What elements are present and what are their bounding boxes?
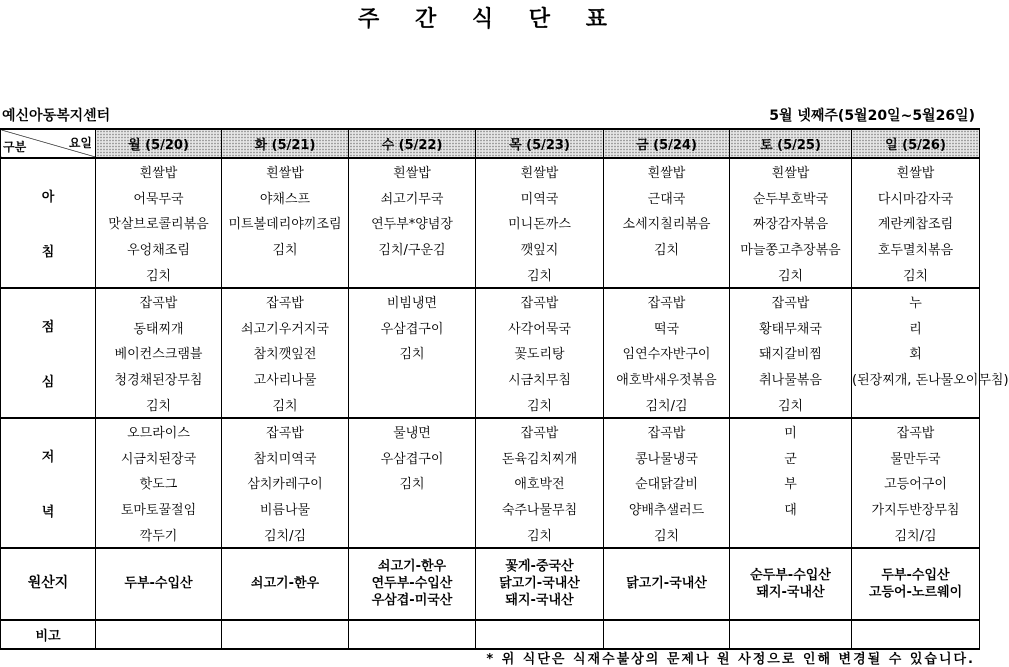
week-label: 5월 넷째주(5월20일~5월26일): [769, 108, 975, 124]
meal-label-bottom: 심: [41, 374, 55, 390]
menu-item: 김치: [349, 470, 476, 496]
menu-item: [222, 261, 349, 288]
menu-row: [1, 470, 980, 496]
menu-item: 흰쌀밥: [730, 158, 852, 185]
menu-item: 미니돈까스: [476, 210, 604, 236]
origin-line: 쇠고기-한우: [250, 576, 320, 592]
menu-row: [1, 521, 980, 548]
menu-item: 꽃도리탕: [476, 340, 604, 366]
origin-cell: [349, 548, 476, 620]
menu-row: [1, 340, 980, 366]
menu-item: 야채스프: [222, 185, 349, 211]
menu-item: 흰쌀밥: [476, 158, 604, 185]
menu-item: 김치: [222, 236, 349, 262]
origin-line: 순두부-수입산: [750, 567, 831, 583]
footer-note: * 위 식단은 식재수불상의 문제나 원 사정으로 인해 변경될 수 있습니다.: [486, 652, 975, 667]
menu-item: 시금치된장국: [96, 445, 222, 471]
menu-item: 우삼겹구이: [349, 445, 476, 471]
corner-category-label: 구분: [3, 140, 27, 154]
menu-item: 잡곡밥: [96, 288, 222, 315]
menu-item: 부: [730, 470, 852, 496]
meal-label-dinner: [1, 418, 96, 548]
menu-row: [1, 261, 980, 288]
menu-item: 근대국: [604, 185, 730, 211]
menu-row: [1, 158, 980, 185]
menu-item: 미역국: [476, 185, 604, 211]
note-cell: [222, 620, 349, 649]
day-header-fri: 금 (5/24): [604, 129, 730, 158]
menu-item: 물냉면: [349, 418, 476, 445]
menu-row: [1, 315, 980, 341]
menu-row: [1, 418, 980, 445]
menu-row: [1, 496, 980, 522]
origin-cell: [222, 548, 349, 620]
meal-label-top: 아: [41, 189, 55, 205]
menu-item: 우삼겹구이: [349, 315, 476, 341]
note-row: [1, 620, 980, 649]
menu-item: 군: [730, 445, 852, 471]
origin-line: 닭고기-국내산: [499, 576, 580, 592]
menu-item: 물만두국: [852, 445, 980, 471]
day-header-tue: 화 (5/21): [222, 129, 349, 158]
menu-item: 대: [730, 496, 852, 522]
menu-row: [1, 210, 980, 236]
menu-item: 누: [852, 288, 980, 315]
origin-cell: [730, 548, 852, 620]
origin-line: 닭고기-국내산: [626, 576, 707, 592]
menu-item: 돈육김치찌개: [476, 445, 604, 471]
menu-item: 김치: [604, 521, 730, 548]
note-cell: [349, 620, 476, 649]
menu-item: 콩나물냉국: [604, 445, 730, 471]
menu-item: [349, 391, 476, 418]
menu-item: 청경채된장무침: [96, 366, 222, 392]
corner-cell: [1, 129, 96, 158]
menu-item: 삼치카레구이: [222, 470, 349, 496]
menu-item: 비빔냉면: [349, 288, 476, 315]
menu-item: 애호박새우젓볶음: [604, 366, 730, 392]
menu-item: 토마토꿀절임: [96, 496, 222, 522]
menu-item: 김치: [222, 391, 349, 418]
menu-row: [1, 288, 980, 315]
organization-name: 예신아동복지센터: [2, 108, 111, 124]
menu-row: [1, 445, 980, 471]
corner-day-label: 요일: [68, 136, 92, 150]
menu-item: 잡곡밥: [222, 418, 349, 445]
menu-item: 흰쌀밥: [604, 158, 730, 185]
menu-item: [604, 261, 730, 288]
menu-item: [852, 391, 980, 418]
menu-item: 잡곡밥: [476, 288, 604, 315]
menu-item: 김치: [730, 391, 852, 418]
menu-item: 연두부*양념장: [349, 210, 476, 236]
menu-row: [1, 391, 980, 418]
menu-item: 김치: [604, 236, 730, 262]
menu-item: [349, 496, 476, 522]
menu-item: 시금치무침: [476, 366, 604, 392]
menu-item: 흰쌀밥: [222, 158, 349, 185]
menu-item: 순두부호박국: [730, 185, 852, 211]
menu-row: [1, 366, 980, 392]
menu-item: 다시마감자국: [852, 185, 980, 211]
menu-item: 김치: [476, 391, 604, 418]
menu-item: 가지두반장무침: [852, 496, 980, 522]
menu-item: 황태무채국: [730, 315, 852, 341]
menu-item: 김치/김: [852, 521, 980, 548]
meal-label-top: 점: [41, 319, 55, 335]
menu-item: 김치: [96, 391, 222, 418]
origin-line: 돼지-국내산: [756, 584, 825, 600]
menu-item: 참치깻잎전: [222, 340, 349, 366]
menu-row: [1, 185, 980, 211]
menu-item: 고사리나물: [222, 366, 349, 392]
meal-label-lunch: [1, 288, 96, 418]
menu-item: 순대닭갈비: [604, 470, 730, 496]
menu-item: 흰쌀밥: [349, 158, 476, 185]
menu-item: 회: [852, 340, 980, 366]
menu-item: 애호박전: [476, 470, 604, 496]
origin-line: 돼지-국내산: [505, 593, 574, 609]
menu-item: 김치/김: [222, 521, 349, 548]
menu-item: 오므라이스: [96, 418, 222, 445]
menu-item: 비름나물: [222, 496, 349, 522]
menu-item: 임연수자반구이: [604, 340, 730, 366]
origin-line: 두부-수입산: [124, 576, 193, 592]
note-cell: [730, 620, 852, 649]
origin-cell: [604, 548, 730, 620]
origin-line: 쇠고기-한우: [377, 559, 447, 575]
note-cell: [476, 620, 604, 649]
menu-item: 리: [852, 315, 980, 341]
origin-line: 고등어-노르웨이: [868, 584, 963, 600]
origin-label: 원산지: [1, 548, 96, 620]
day-header-sat: 토 (5/25): [730, 129, 852, 158]
origin-line: 연두부-수입산: [371, 576, 453, 592]
menu-item: 잡곡밥: [730, 288, 852, 315]
menu-item: 김치: [476, 261, 604, 288]
origin-line: 두부-수입산: [881, 567, 950, 583]
menu-item: 숙주나물무침: [476, 496, 604, 522]
menu-item: [349, 366, 476, 392]
origin-cell: [852, 548, 980, 620]
header-row: [1, 129, 980, 158]
menu-item: 양배추샐러드: [604, 496, 730, 522]
menu-item: 맛살브로콜리볶음: [96, 210, 222, 236]
menu-item: 짜장감자볶음: [730, 210, 852, 236]
menu-item: 깍두기: [96, 521, 222, 548]
menu-row: [1, 236, 980, 262]
menu-item: 소세지칠리볶음: [604, 210, 730, 236]
menu-item: 베이컨스크램블: [96, 340, 222, 366]
menu-item: 참치미역국: [222, 445, 349, 471]
meal-label-bottom: 침: [41, 244, 55, 260]
menu-item: 김치: [476, 521, 604, 548]
menu-body: [1, 158, 1009, 548]
menu-item: 취나물볶음: [730, 366, 852, 392]
origin-line: 우삼겹-미국산: [371, 593, 453, 609]
day-header-mon: 월 (5/20): [96, 129, 222, 158]
menu-item: 김치: [96, 261, 222, 288]
menu-item: 잡곡밥: [604, 288, 730, 315]
menu-item: 마늘쫑고추장볶음: [730, 236, 852, 262]
menu-item: 쇠고기우거지국: [222, 315, 349, 341]
menu-item: 계란케찹조림: [852, 210, 980, 236]
day-header-wed: 수 (5/22): [349, 129, 476, 158]
menu-item: 어묵무국: [96, 185, 222, 211]
menu-item: 돼지갈비찜: [730, 340, 852, 366]
day-header-thu: 목 (5/23): [476, 129, 604, 158]
menu-item: 흰쌀밥: [96, 158, 222, 185]
page-title: 주 간 식 단 표: [358, 7, 621, 32]
meal-label-bottom: 녁: [41, 504, 55, 520]
origin-cell: [476, 548, 604, 620]
meal-label-top: 저: [41, 449, 55, 465]
menu-item: 우엉채조림: [96, 236, 222, 262]
menu-item: 잡곡밥: [604, 418, 730, 445]
weekly-menu-table: [0, 128, 1009, 650]
menu-item: 잡곡밥: [476, 418, 604, 445]
menu-item: 김치/김: [604, 391, 730, 418]
menu-item: (된장찌개, 돈나물오이무침): [852, 366, 980, 392]
menu-item: 김치: [730, 261, 852, 288]
menu-item: [349, 521, 476, 548]
note-cell: [96, 620, 222, 649]
menu-item: 핫도그: [96, 470, 222, 496]
origin-line: 꽃게-중국산: [505, 559, 574, 575]
menu-item: [730, 521, 852, 548]
note-cell: [604, 620, 730, 649]
origin-cell: [96, 548, 222, 620]
menu-item: 김치/구운김: [349, 236, 476, 262]
note-label: 비고: [1, 620, 96, 649]
menu-item: 흰쌀밥: [852, 158, 980, 185]
menu-item: 미: [730, 418, 852, 445]
menu-item: 잡곡밥: [852, 418, 980, 445]
menu-item: 쇠고기무국: [349, 185, 476, 211]
menu-item: 김치: [852, 261, 980, 288]
menu-item: 떡국: [604, 315, 730, 341]
menu-item: [349, 261, 476, 288]
menu-item: 동태찌개: [96, 315, 222, 341]
day-header-sun: 일 (5/26): [852, 129, 980, 158]
menu-item: 호두멸치볶음: [852, 236, 980, 262]
menu-item: 사각어묵국: [476, 315, 604, 341]
menu-item: 김치: [349, 340, 476, 366]
origin-row: [1, 548, 980, 620]
menu-item: 깻잎지: [476, 236, 604, 262]
menu-item: 미트볼데리야끼조림: [222, 210, 349, 236]
menu-item: 고등어구이: [852, 470, 980, 496]
menu-item: 잡곡밥: [222, 288, 349, 315]
meal-label-breakfast: [1, 158, 96, 288]
note-cell: [852, 620, 980, 649]
